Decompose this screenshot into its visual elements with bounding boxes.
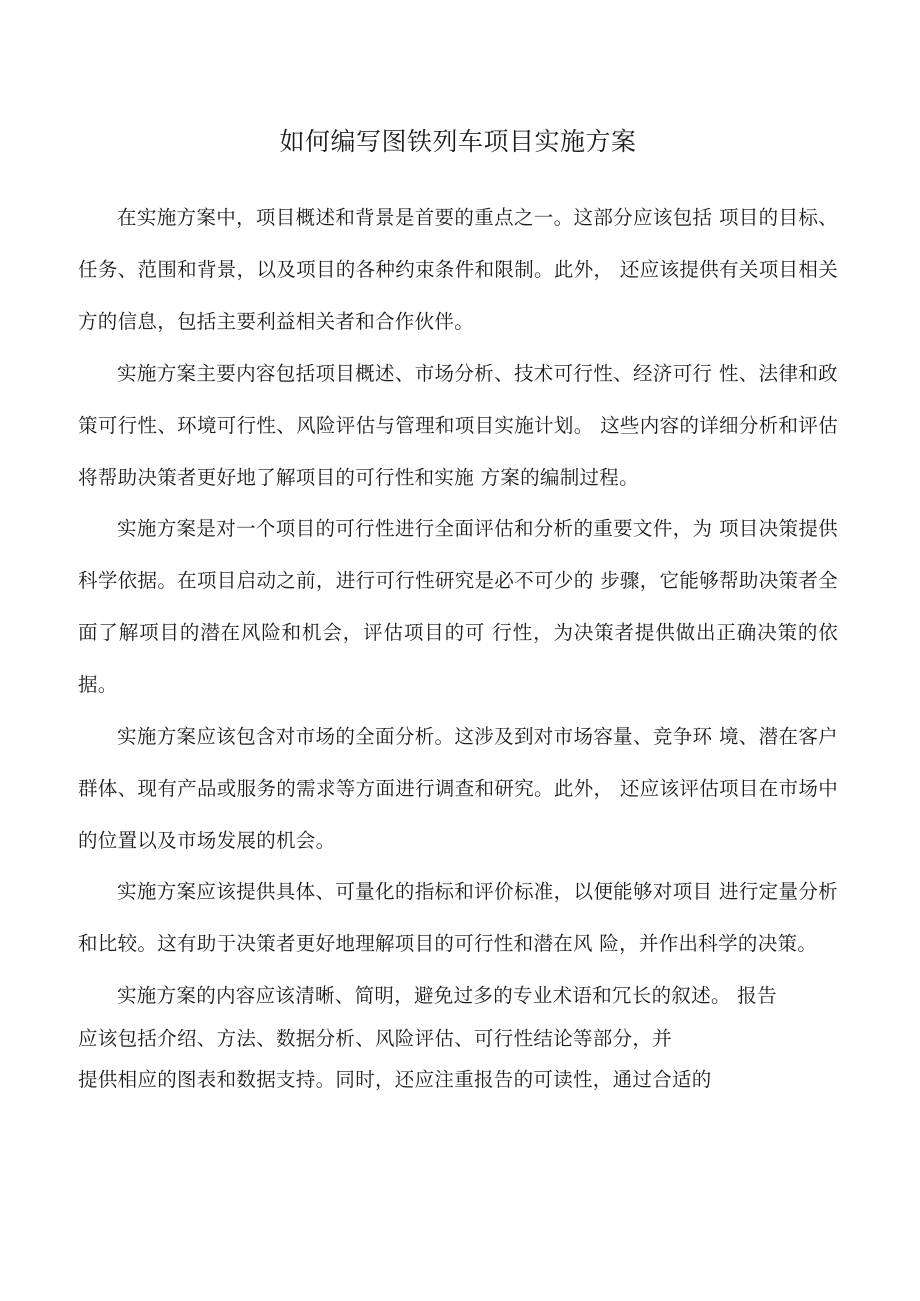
paragraph-report-clarity	[78, 974, 838, 1100]
paragraph-quantitative-indicators: 实施方案应该提供具体、可量化的指标和评价标准，以便能够对项目 进行定量分析和比较。这有助于决策者更好地理解项目的可行性和潜在风 险，并作出科学的决策。	[78, 880, 838, 955]
paragraph-line: 实施方案的内容应该清晰、简明，避免过多的专业术语和冗长的叙述。 报告	[117, 983, 777, 1007]
paragraph-market-analysis: 实施方案应该包含对市场的全面分析。这涉及到对市场容量、竞争环 境、潜在客户群体、现有产品或服务的需求等方面进行调查和研究。此外， 还应该评估项目在市场中的位置以及市场发展的机会。	[78, 724, 838, 852]
paragraph-main-content: 实施方案主要内容包括项目概述、市场分析、技术可行性、经济可行 性、法律和政策可行性、环境可行性、风险评估与管理和项目实施计划。 这些内容的详细分析和评估将帮助决策者更好地了解项目的可行性和实施 方案的编制过程。	[78, 361, 838, 489]
paragraph-feasibility-importance: 实施方案是对一个项目的可行性进行全面评估和分析的重要文件，为 项目决策提供科学依据。在项目启动之前，进行可行性研究是必不可少的 步骤，它能够帮助决策者全面了解项目的潜在风险和机会，评估项目的可 行性，为决策者提供做出正确决策的依据。	[78, 517, 838, 696]
paragraph-project-overview: 在实施方案中，项目概述和背景是首要的重点之一。这部分应该包括 项目的目标、任务、范围和背景，以及项目的各种约束条件和限制。此外， 还应该提供有关项目相关方的信息，包括主要利益相关者和合作伙伴。	[78, 206, 838, 333]
document-title: 如何编写图铁列车项目实施方案	[279, 127, 637, 156]
paragraph-line: 提供相应的图表和数据支持。同时，还应注重报告的可读性，通过合适的	[78, 1067, 712, 1091]
paragraph-line: 应该包括介绍、方法、数据分析、风险评估、可行性结论等部分，并	[78, 1026, 673, 1050]
